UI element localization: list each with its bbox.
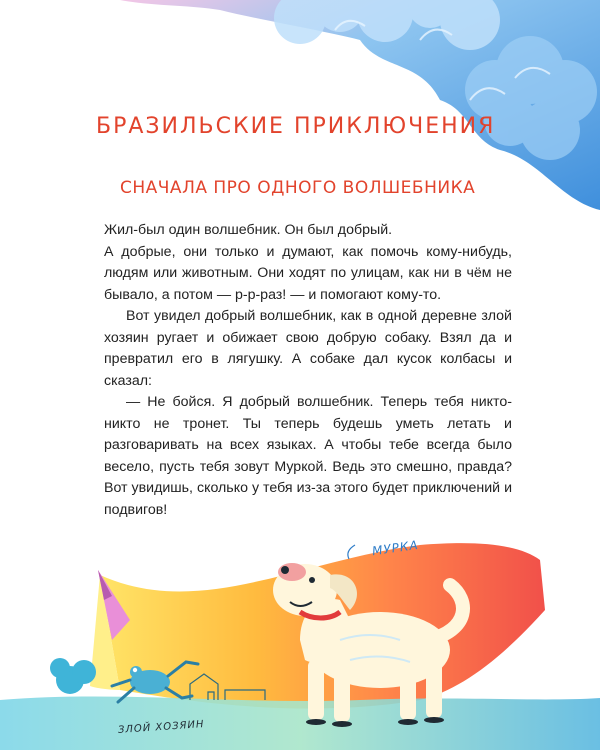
paragraph: Вот увидел добрый волшебник, как в одной деревне злой хозяин ругает и обижает свою добрую собаку. Взял да и превратил его в лягушку. А собаке дал кусок колбасы и сказал: <box>104 308 512 389</box>
story-text <box>104 220 512 521</box>
paragraph: — Не бойся. Я добрый волшебник. Теперь тебя никто-никто не тронет. Ты теперь будешь уметь летать и разговаривать на всех языках. А чтобы тебе всегда было весело, пусть тебя зовут Муркой. Ведь это смешно, правда? Вот увидишь, сколько у тебя из-за этого будет приключений и подвигов! <box>104 394 512 518</box>
chapter-title: БРАЗИЛЬСКИЕ ПРИКЛЮЧЕНИЯ <box>96 114 496 139</box>
paragraph: А добрые, они только и думают, как помочь кому-нибудь, людям или животным. Они ходят по улицам, как ни в чём не бывало, а потом — р-р-раз! — и помогают кому-то. <box>104 243 512 303</box>
chapter-subtitle: СНАЧАЛА ПРО ОДНОГО ВОЛШЕБНИКА <box>120 178 476 198</box>
frog-caption: ЗЛОЙ ХОЗЯИН <box>117 718 205 737</box>
paragraph: Жил-был один волшебник. Он был добрый. <box>104 222 393 238</box>
dog-illustration <box>0 530 600 750</box>
dog-caption: МУРКА <box>371 537 420 559</box>
